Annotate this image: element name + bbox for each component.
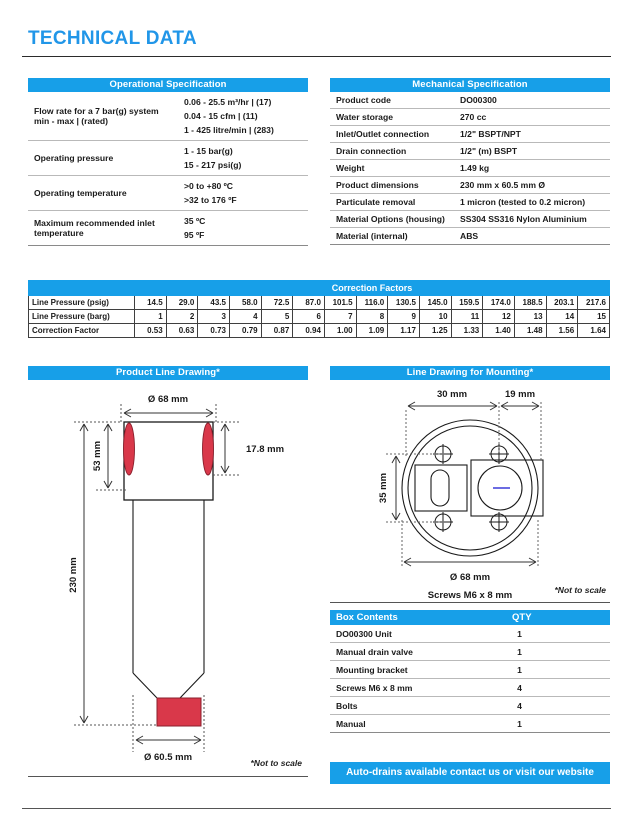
promo-banner[interactable] [330, 762, 610, 784]
box-item-label: Bolts [330, 697, 511, 715]
box-item-qty: 1 [511, 715, 610, 733]
value-line: 0.04 - 15 cfm | (11) [184, 111, 258, 121]
row-label: Maximum recommended inlet temperature [28, 211, 178, 246]
data-cell: 1.00 [324, 324, 356, 338]
row-values [178, 211, 308, 246]
table-row [330, 228, 610, 245]
box-item-qty: 1 [511, 625, 610, 643]
data-cell: 8 [356, 310, 388, 324]
dim-diameter-bottom-label: Ø 60.5 mm [143, 752, 193, 763]
value-line: 1 - 425 litre/min | (283) [184, 125, 274, 135]
table-row [330, 143, 610, 160]
row-label: Product code [330, 92, 454, 109]
dim-head-label: 53 mm [92, 440, 103, 472]
corner-cell [29, 281, 135, 296]
table-row [330, 625, 610, 643]
row-label: Material (internal) [330, 228, 454, 245]
data-cell: 1.48 [514, 324, 546, 338]
row-label: Line Pressure (barg) [29, 310, 135, 324]
box-item-qty: 4 [511, 697, 610, 715]
value-line: >0 to +80 ºC [184, 181, 233, 191]
table-row [330, 109, 610, 126]
table-row [330, 126, 610, 143]
data-cell: 203.1 [546, 296, 578, 310]
row-label: Product dimensions [330, 177, 454, 194]
value-line: 95 ºF [184, 230, 205, 240]
row-value: 270 cc [454, 109, 610, 126]
operational-specification-panel [28, 78, 308, 246]
box-contents-panel [330, 610, 610, 733]
operational-specification-table [28, 92, 308, 246]
dim-68mm-label: Ø 68 mm [449, 572, 491, 583]
mounting-drawing-note: *Not to scale [554, 585, 606, 595]
row-label: Line Pressure (psig) [29, 296, 135, 310]
data-cell: 0.63 [166, 324, 198, 338]
data-cell: 1.33 [451, 324, 483, 338]
data-cell: 0.73 [198, 324, 230, 338]
data-cell: 14 [546, 310, 578, 324]
row-label: Particulate removal [330, 194, 454, 211]
table-row [330, 160, 610, 177]
box-item-label: Manual drain valve [330, 643, 511, 661]
data-cell: 4 [229, 310, 261, 324]
box-item-label: Screws M6 x 8 mm [330, 679, 511, 697]
row-label: Water storage [330, 109, 454, 126]
mounting-drawing-header: Line Drawing for Mounting* [330, 366, 610, 380]
product-line-drawing-header: Product Line Drawing* [28, 366, 308, 380]
row-label: Weight [330, 160, 454, 177]
correction-factors-table [28, 280, 610, 338]
dim-35mm-label: 35 mm [378, 472, 389, 504]
row-value: SS304 SS316 Nylon Aluminium [454, 211, 610, 228]
data-cell: 0.53 [135, 324, 167, 338]
data-cell: 11 [451, 310, 483, 324]
data-cell: 174.0 [483, 296, 515, 310]
data-cell: 0.87 [261, 324, 293, 338]
table-row [330, 177, 610, 194]
data-cell: 1.09 [356, 324, 388, 338]
table-row [330, 643, 610, 661]
data-cell: 15 [578, 310, 610, 324]
value-line: 35 ºC [184, 216, 206, 226]
correction-factors-panel [28, 280, 610, 338]
page-title: TECHNICAL DATA [28, 28, 197, 49]
value-line: 1 - 15 bar(g) [184, 146, 233, 156]
table-row [330, 92, 610, 109]
screws-label: Screws M6 x 8 mm [427, 590, 513, 601]
row-label: Operating temperature [28, 176, 178, 211]
table-row [29, 310, 610, 324]
row-label: Correction Factor [29, 324, 135, 338]
header-divider [22, 56, 611, 57]
row-label: Drain connection [330, 143, 454, 160]
box-contents-header [330, 610, 610, 625]
box-item-qty: 1 [511, 661, 610, 679]
value-line: 0.06 - 25.5 m³/hr | (17) [184, 97, 272, 107]
box-contents-header-qty: QTY [512, 612, 532, 623]
mounting-drawing-panel [330, 366, 610, 602]
table-row [330, 715, 610, 733]
data-cell: 1.64 [578, 324, 610, 338]
mounting-drawing-svg [330, 380, 610, 602]
product-line-drawing-panel [28, 366, 308, 780]
data-cell: 101.5 [324, 296, 356, 310]
product-line-drawing-canvas [28, 380, 308, 780]
data-cell: 13 [514, 310, 546, 324]
box-item-label: Mounting bracket [330, 661, 511, 679]
row-value: 1/2" BSPT/NPT [454, 126, 610, 143]
mechanical-specification-panel [330, 78, 610, 245]
mounting-drawing-canvas [330, 380, 610, 602]
table-row [330, 661, 610, 679]
data-cell: 6 [293, 310, 325, 324]
row-value: DO00300 [454, 92, 610, 109]
table-row [330, 697, 610, 715]
box-contents-header-label: Box Contents [336, 612, 398, 623]
table-row [28, 92, 308, 141]
row-value: 1.49 kg [454, 160, 610, 177]
box-contents-table [330, 625, 610, 733]
data-cell: 3 [198, 310, 230, 324]
row-value: 230 mm x 60.5 mm Ø [454, 177, 610, 194]
box-item-qty: 4 [511, 679, 610, 697]
table-row [28, 176, 308, 211]
data-cell: 10 [419, 310, 451, 324]
row-values [178, 141, 308, 176]
dim-seal-label: 17.8 mm [246, 444, 285, 455]
table-row [330, 194, 610, 211]
row-value: 1/2" (m) BSPT [454, 143, 610, 160]
correction-factors-header-row [29, 281, 610, 296]
operational-specification-header: Operational Specification [28, 78, 308, 92]
box-item-qty: 1 [511, 643, 610, 661]
row-label: Inlet/Outlet connection [330, 126, 454, 143]
data-cell: 116.0 [356, 296, 388, 310]
data-cell: 5 [261, 310, 293, 324]
promo-banner-text[interactable]: Auto-drains available contact us or visit our website [330, 762, 610, 784]
data-cell: 159.5 [451, 296, 483, 310]
box-item-label: Manual [330, 715, 511, 733]
data-cell: 1.56 [546, 324, 578, 338]
data-cell: 87.0 [293, 296, 325, 310]
mechanical-specification-header: Mechanical Specification [330, 78, 610, 92]
footer-divider [22, 808, 611, 809]
data-cell: 188.5 [514, 296, 546, 310]
data-cell: 7 [324, 310, 356, 324]
row-label: Material Options (housing) [330, 211, 454, 228]
data-cell: 1.40 [483, 324, 515, 338]
table-row [28, 141, 308, 176]
data-cell: 130.5 [388, 296, 420, 310]
row-value: ABS [454, 228, 610, 245]
row-values [178, 92, 308, 141]
table-row [28, 211, 308, 246]
data-cell: 43.5 [198, 296, 230, 310]
row-value: 1 micron (tested to 0.2 micron) [454, 194, 610, 211]
product-drawing-divider [28, 776, 308, 777]
dim-total-label: 230 mm [68, 557, 79, 593]
dim-diameter-top-label: Ø 68 mm [147, 394, 189, 405]
data-cell: 1.17 [388, 324, 420, 338]
correction-factors-title: Correction Factors [135, 281, 610, 296]
data-cell: 12 [483, 310, 515, 324]
product-line-drawing-svg [28, 380, 308, 780]
value-line: >32 to 176 ºF [184, 195, 237, 205]
product-drawing-note: *Not to scale [250, 758, 302, 768]
row-values [178, 176, 308, 211]
table-row [330, 679, 610, 697]
data-cell: 1 [135, 310, 167, 324]
data-cell: 2 [166, 310, 198, 324]
data-cell: 72.5 [261, 296, 293, 310]
data-cell: 29.0 [166, 296, 198, 310]
dim-19mm-label: 19 mm [504, 389, 536, 400]
data-cell: 9 [388, 310, 420, 324]
data-cell: 0.94 [293, 324, 325, 338]
box-item-label: DO00300 Unit [330, 625, 511, 643]
data-cell: 145.0 [419, 296, 451, 310]
mechanical-specification-table [330, 92, 610, 245]
dim-30mm-label: 30 mm [436, 389, 468, 400]
table-row [29, 324, 610, 338]
value-line: 15 - 217 psi(g) [184, 160, 242, 170]
data-cell: 58.0 [229, 296, 261, 310]
table-row [29, 296, 610, 310]
data-cell: 217.6 [578, 296, 610, 310]
row-label: Flow rate for a 7 bar(g) system min - max | (rated) [28, 92, 178, 141]
data-cell: 1.25 [419, 324, 451, 338]
data-cell: 0.79 [229, 324, 261, 338]
table-row [330, 211, 610, 228]
mounting-drawing-divider [330, 602, 610, 603]
data-cell: 14.5 [135, 296, 167, 310]
row-label: Operating pressure [28, 141, 178, 176]
